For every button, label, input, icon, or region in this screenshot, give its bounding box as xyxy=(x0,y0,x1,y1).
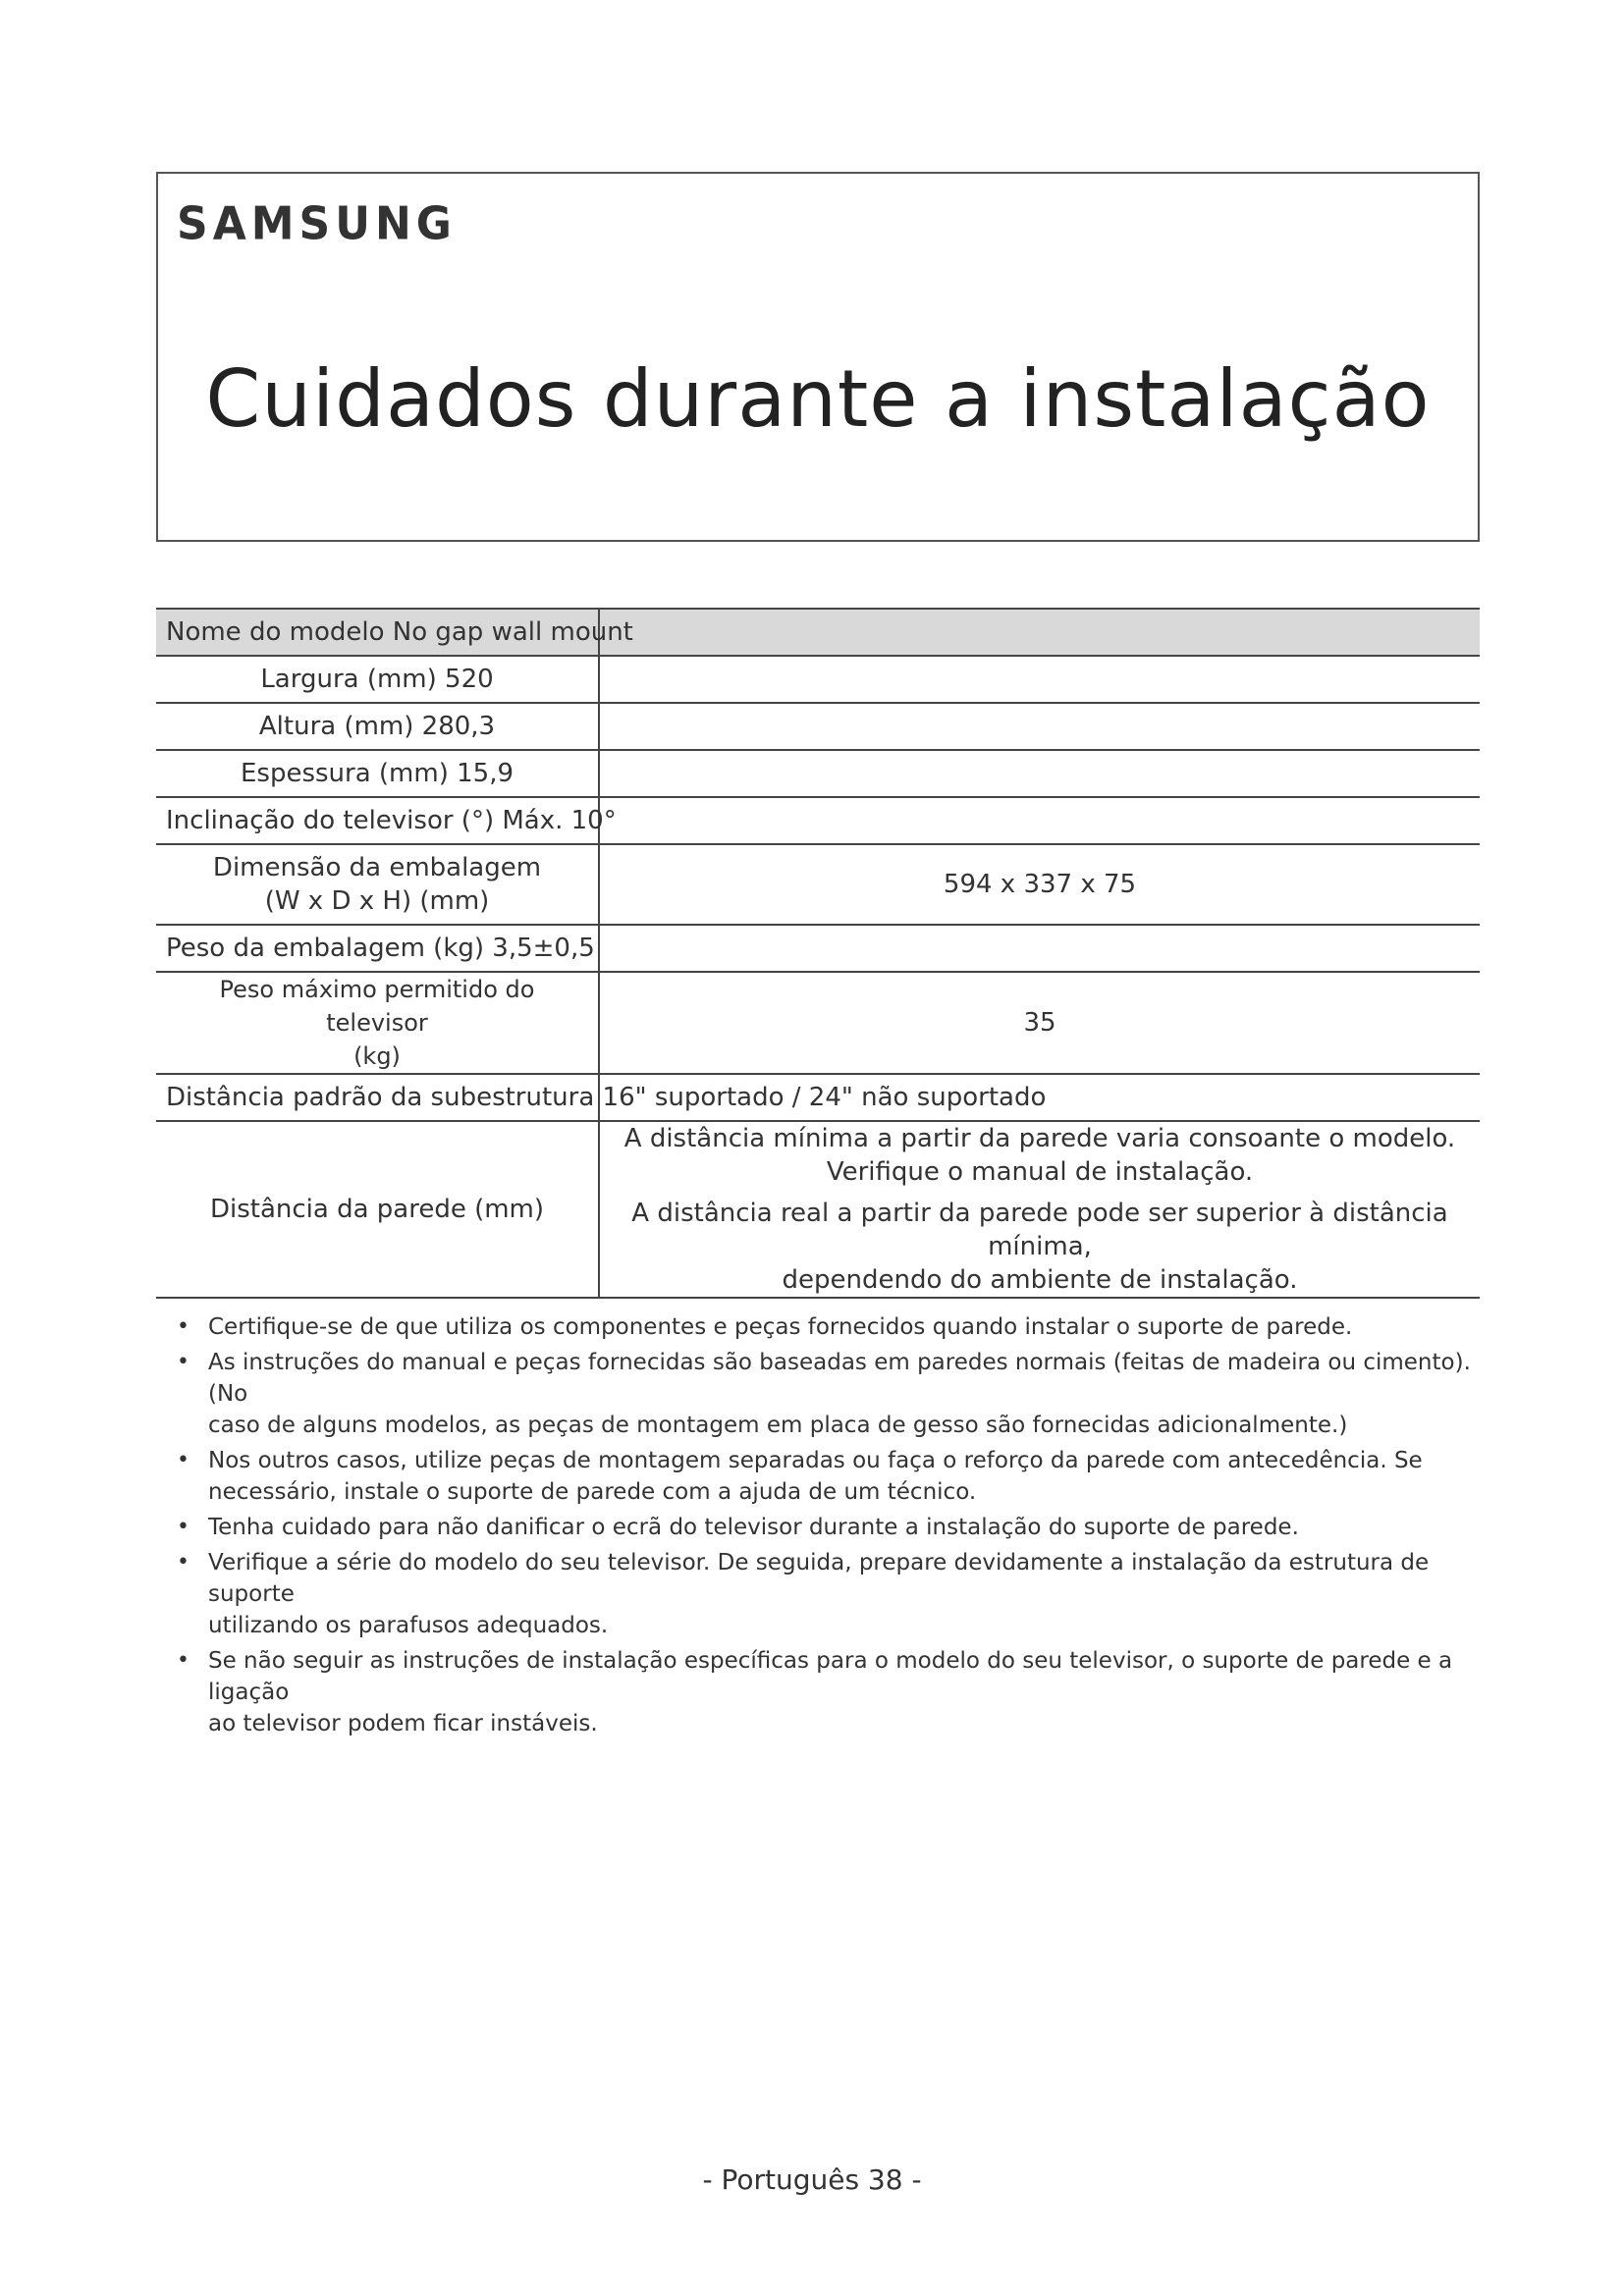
wall-distance-note-2-line2: dependendo do ambiente de instalação. xyxy=(782,1265,1298,1295)
package-weight-value xyxy=(599,925,1480,972)
substructure-distance-label xyxy=(156,1074,1047,1121)
spec-head-value xyxy=(599,609,1480,656)
bullet-icon: • xyxy=(177,1314,189,1339)
header-box xyxy=(156,172,1480,542)
note-text-continued: caso de alguns modelos, as peças de montagem em placa de gesso são fornecidas adicionalmente.) xyxy=(208,1413,1348,1438)
tilt-value xyxy=(599,797,1480,844)
tilt-text: Inclinação do televisor (°) Máx. 10° xyxy=(166,806,617,835)
note-text-continued: ao televisor podem ficar instáveis. xyxy=(208,1711,598,1736)
wall-distance-note-2-line1: A distância real a partir da parede pode ser superior à distância mínima, xyxy=(631,1199,1448,1261)
wall-distance-note-2 xyxy=(610,1197,1470,1297)
thickness-value xyxy=(599,750,1480,797)
page-footer: - Português 38 - xyxy=(702,2163,922,2196)
table-row xyxy=(156,1121,1480,1298)
page-title: Cuidados durante a instalação xyxy=(205,353,1431,445)
table-row xyxy=(156,656,1480,703)
bullet-icon: • xyxy=(177,1448,189,1472)
package-dimension-label-line1: Dimensão da embalagem xyxy=(212,853,542,882)
wall-distance-label: Distância da parede (mm) xyxy=(156,1121,599,1298)
table-row xyxy=(156,1074,1480,1121)
substructure-distance-text: Distância padrão da subestrutura 16" suportado / 24" não suportado xyxy=(166,1083,1047,1112)
max-tv-weight-value: 35 xyxy=(599,972,1480,1074)
samsung-logo: SAMSUNG xyxy=(177,197,457,251)
list-item xyxy=(177,1311,1483,1343)
spec-head-label xyxy=(156,609,633,656)
spec-table-head-row xyxy=(156,609,1480,656)
max-tv-weight-label-line1: Peso máximo permitido do televisor xyxy=(219,976,535,1037)
wall-distance-note-1-line2: Verifique o manual de instalação. xyxy=(826,1157,1254,1187)
table-row xyxy=(156,972,1480,1074)
bullet-icon: • xyxy=(177,1550,189,1575)
package-dimension-label xyxy=(156,844,599,925)
installation-notes-list xyxy=(177,1311,1483,1743)
note-text: Nos outros casos, utilize peças de montagem separadas ou faça o reforço da parede com antecedência. Se xyxy=(208,1448,1423,1473)
height-value xyxy=(599,703,1480,750)
note-text: Tenha cuidado para não danificar o ecrã do televisor durante a instalação do suporte de parede. xyxy=(208,1515,1299,1540)
note-text: As instruções do manual e peças fornecidas são baseadas em paredes normais (feitas de madeira ou cimento). (No xyxy=(208,1350,1471,1407)
list-item xyxy=(177,1512,1483,1543)
bullet-icon: • xyxy=(177,1648,189,1673)
height-label: Altura (mm) 280,3 xyxy=(156,703,599,750)
width-value xyxy=(599,656,1480,703)
max-tv-weight-label xyxy=(156,972,599,1074)
list-item xyxy=(177,1445,1483,1508)
table-row xyxy=(156,925,1480,972)
wall-distance-note-1 xyxy=(610,1122,1470,1189)
package-weight-text: Peso da embalagem (kg) 3,5±0,5 xyxy=(166,934,595,963)
bullet-icon: • xyxy=(177,1515,189,1539)
tilt-label xyxy=(156,797,617,844)
table-row xyxy=(156,703,1480,750)
note-text-continued: utilizando os parafusos adequados. xyxy=(208,1613,609,1638)
width-label: Largura (mm) 520 xyxy=(156,656,599,703)
list-item xyxy=(177,1547,1483,1641)
note-text: Verifique a série do modelo do seu televisor. De seguida, prepare devidamente a instalação da estrutura de suporte xyxy=(208,1550,1430,1607)
package-dimension-value: 594 x 337 x 75 xyxy=(599,844,1480,925)
wall-distance-value xyxy=(599,1121,1480,1298)
max-tv-weight-label-line2: (kg) xyxy=(353,1042,401,1070)
package-weight-label xyxy=(156,925,599,972)
list-item xyxy=(177,1645,1483,1739)
note-text: Certifique-se de que utiliza os componentes e peças fornecidos quando instalar o suporte de parede. xyxy=(208,1314,1353,1340)
model-name-text: Nome do modelo No gap wall mount xyxy=(166,617,633,647)
thickness-label: Espessura (mm) 15,9 xyxy=(156,750,599,797)
package-dimension-label-line2: (W x D x H) (mm) xyxy=(264,886,490,916)
wall-distance-note-1-line1: A distância mínima a partir da parede varia consoante o modelo. xyxy=(623,1124,1456,1153)
table-row xyxy=(156,797,1480,844)
bullet-icon: • xyxy=(177,1350,189,1374)
table-row xyxy=(156,750,1480,797)
note-text: Se não seguir as instruções de instalação específicas para o modelo do seu televisor, o suporte de parede e a ligação xyxy=(208,1648,1453,1705)
spec-table xyxy=(156,608,1480,1299)
note-text-continued: necessário, instale o suporte de parede com a ajuda de um técnico. xyxy=(208,1479,977,1505)
list-item xyxy=(177,1347,1483,1441)
table-row xyxy=(156,844,1480,925)
